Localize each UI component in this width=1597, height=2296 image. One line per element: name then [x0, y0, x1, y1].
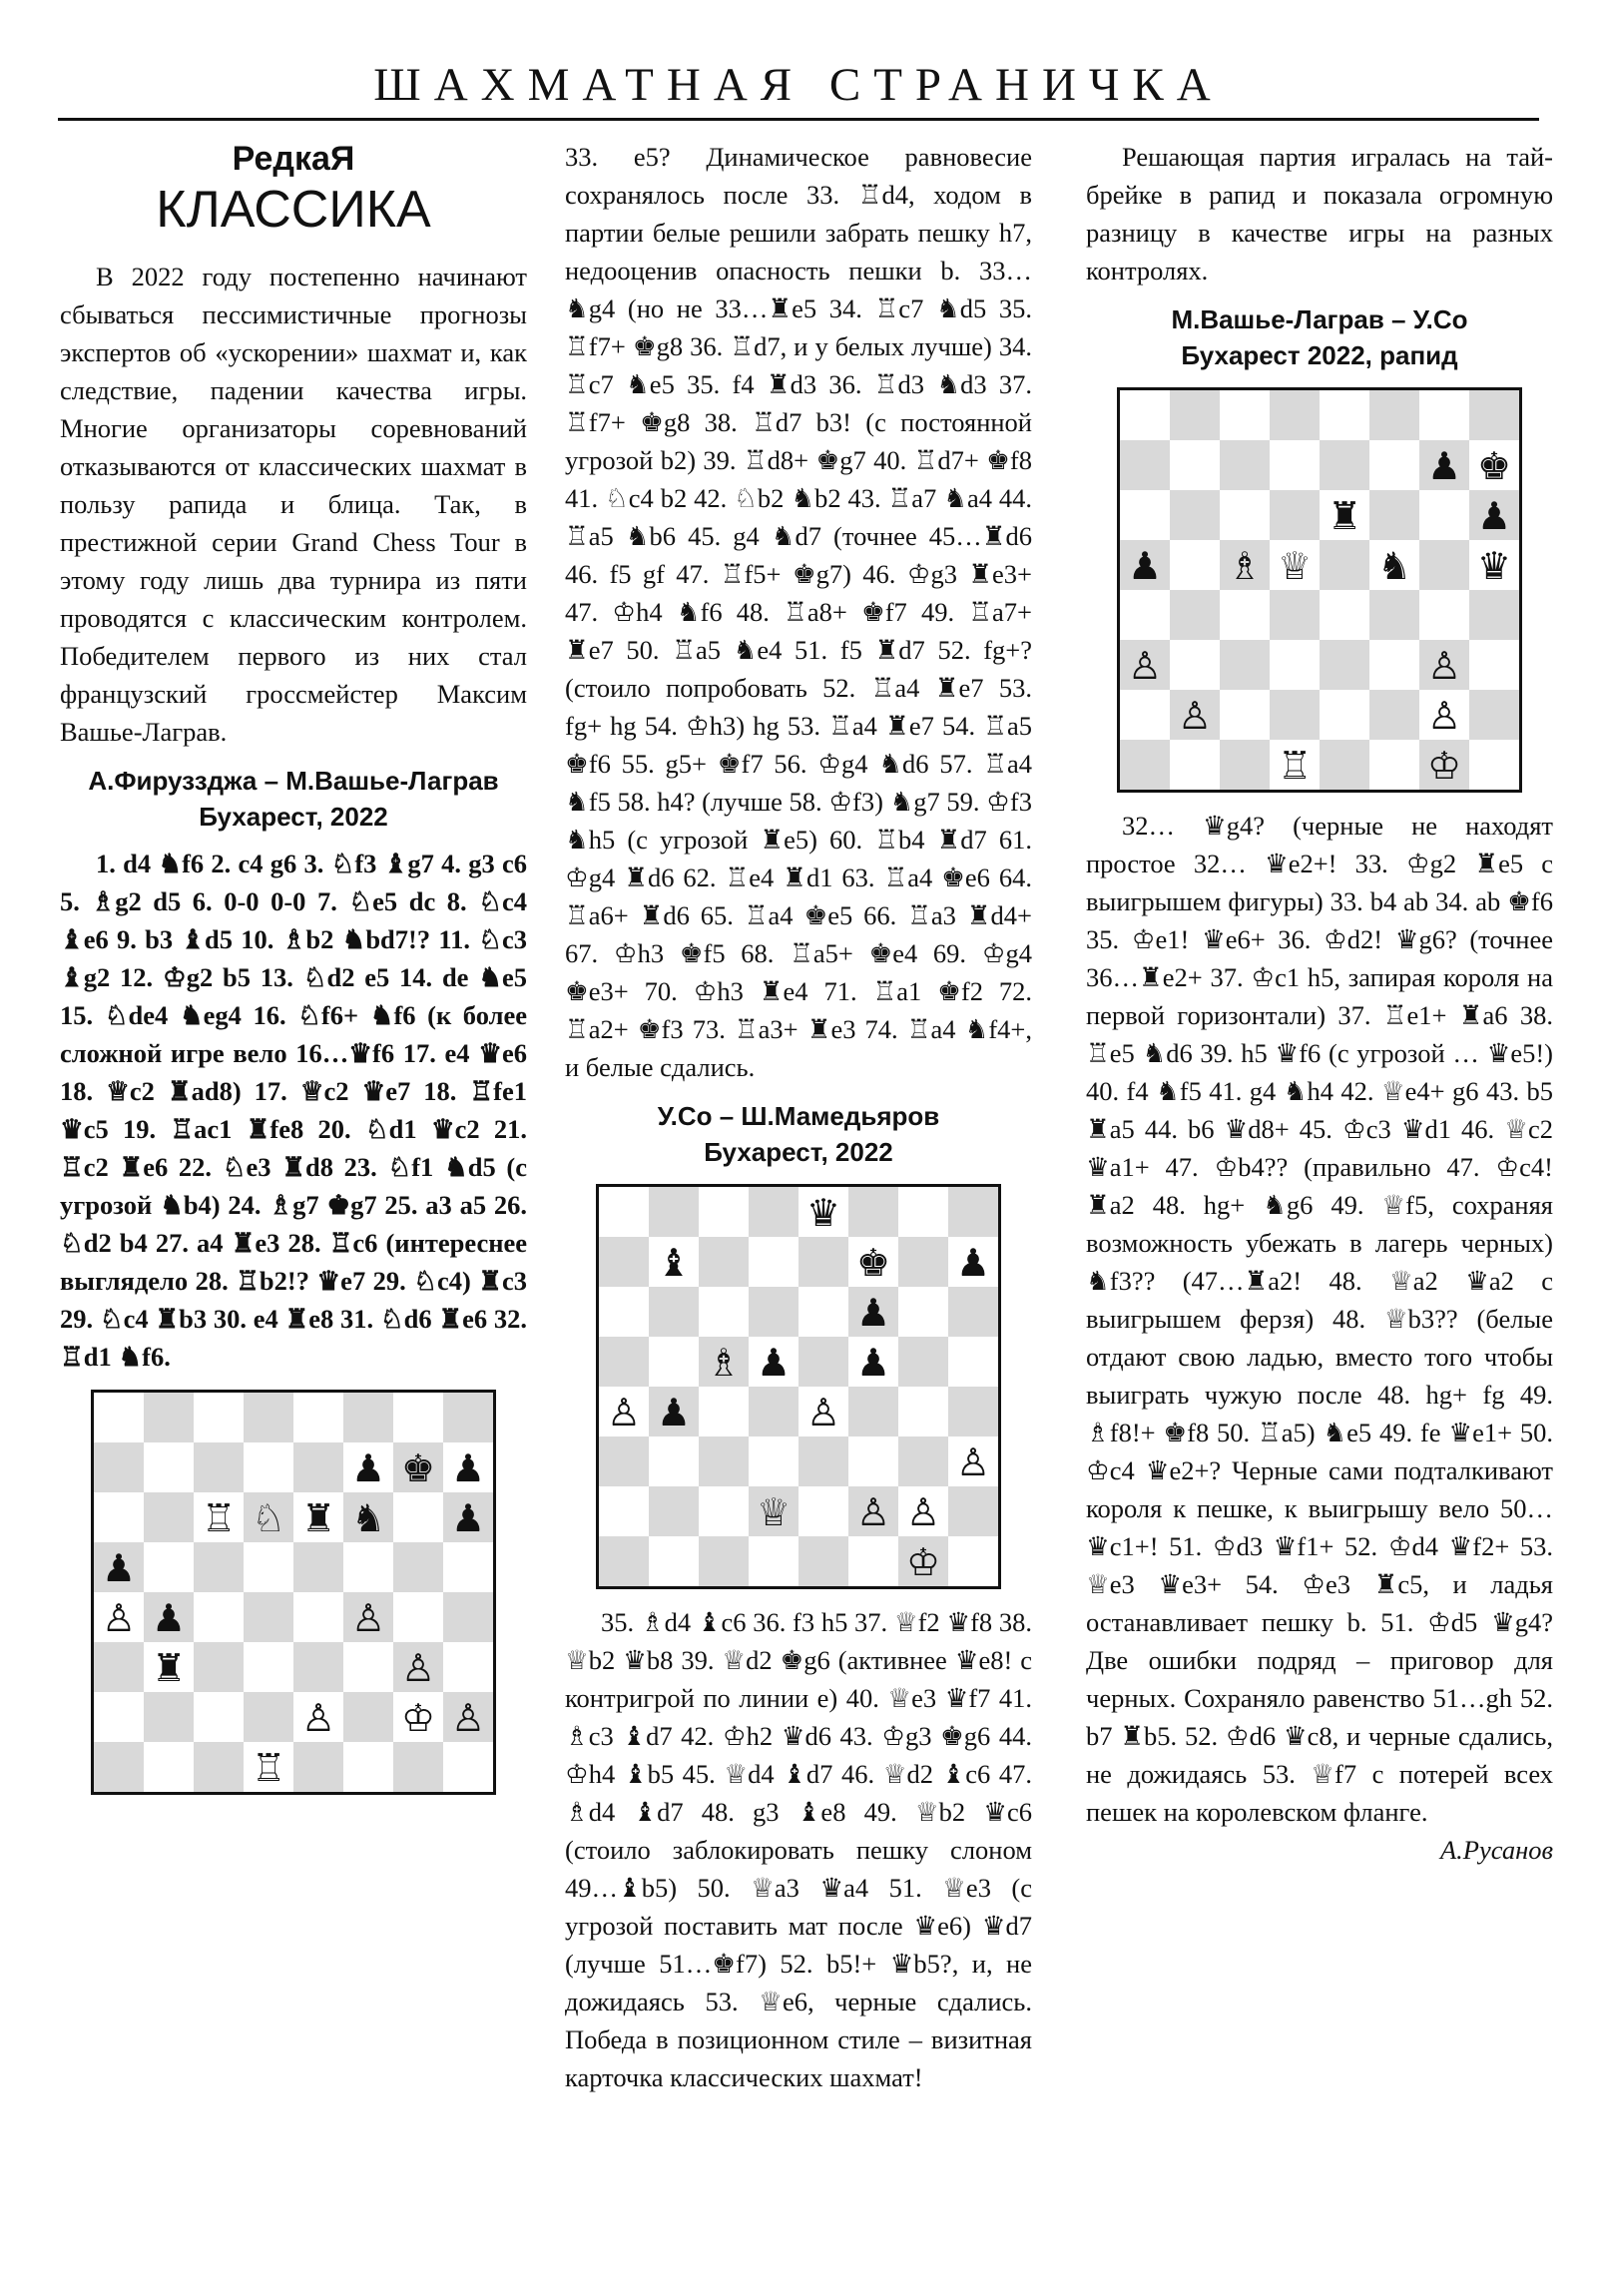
white-pawn-icon: ♙ — [905, 1490, 941, 1534]
board-square — [898, 1337, 948, 1387]
board-square — [244, 1442, 293, 1492]
board-square — [1369, 440, 1419, 490]
intro-paragraph: В 2022 году постепенно начинают сбываться пессимистичные прогнозы экспертов об «ускорении» шахмат и, как следствие, падении качества игры. Многие организаторы соревнований отказываются от классических шахмат в пользу рапида и блица. Так, в престижной серии Grand Chess Tour в этому году лишь два турнира из пяти проводятся с классическим контролем. Победителем первого из них стал французский гроссмейстер Максим Вашье-Лаграв. — [60, 262, 527, 747]
black-king-icon: ♚ — [400, 1446, 436, 1490]
board-square — [1270, 390, 1320, 440]
board-square — [699, 1287, 749, 1337]
board-square — [443, 1592, 493, 1642]
board-square — [244, 1642, 293, 1692]
board-square — [649, 1536, 699, 1586]
board-square — [1220, 690, 1270, 740]
chess-board-2 — [596, 1184, 1001, 1589]
board-square — [1369, 740, 1419, 790]
board-square — [699, 1187, 749, 1237]
board-square — [1170, 540, 1220, 590]
board-square — [1320, 640, 1369, 690]
board-square — [144, 1492, 194, 1542]
game-1-event: Бухарест, 2022 — [199, 802, 388, 832]
game-3-lead: Решающая партия игралась на тай-брейке в рапид и показала огромную разницу в качестве игры на разных контролях. — [1086, 142, 1553, 286]
board-square — [948, 1337, 998, 1387]
board-square — [1270, 440, 1320, 490]
board-square — [948, 1536, 998, 1586]
board-square — [649, 1287, 699, 1337]
author-signature: А.Русанов — [1440, 1835, 1553, 1865]
board-square — [749, 1387, 798, 1436]
board-square — [898, 1187, 948, 1237]
game-1-players: А.Фируззджа – М.Вашье-Лаграв — [88, 766, 499, 796]
board-square — [749, 1237, 798, 1287]
white-rook-icon: ♖ — [201, 1496, 237, 1540]
board-square — [293, 1442, 343, 1492]
column-1 — [60, 138, 527, 1809]
board-square — [343, 1542, 393, 1592]
board-square — [194, 1393, 244, 1442]
page-header: ШАХМАТНАЯ СТРАНИЧКА — [373, 59, 1224, 111]
game-3-header — [1086, 301, 1553, 373]
white-king-icon: ♔ — [1426, 744, 1462, 788]
board-square — [1320, 590, 1369, 640]
board-square — [798, 1536, 848, 1586]
board-square — [1320, 440, 1369, 490]
board-square — [749, 1287, 798, 1337]
black-bishop-icon: ♝ — [656, 1241, 692, 1285]
board-square — [699, 1436, 749, 1486]
black-knight-icon: ♞ — [1376, 544, 1412, 588]
board-square — [393, 1742, 443, 1792]
white-king-icon: ♔ — [905, 1540, 941, 1584]
chess-board-3 — [1117, 387, 1522, 793]
board-square — [1419, 490, 1469, 540]
game-3-players: М.Вашье-Лаграв – У.Со — [1171, 304, 1468, 334]
board-square — [699, 1387, 749, 1436]
header-rule — [58, 118, 1539, 121]
board-square — [393, 1393, 443, 1442]
board-square — [1270, 640, 1320, 690]
white-queen-icon: ♕ — [756, 1490, 792, 1534]
board-square — [798, 1337, 848, 1387]
board-square — [343, 1642, 393, 1692]
black-rook-icon: ♜ — [1327, 494, 1362, 538]
board-square — [649, 1187, 699, 1237]
board-square — [144, 1442, 194, 1492]
board-square — [393, 1592, 443, 1642]
board-square — [699, 1237, 749, 1287]
board-square — [244, 1542, 293, 1592]
board-square — [293, 1542, 343, 1592]
black-pawn-icon: ♟ — [855, 1291, 891, 1335]
black-rook-icon: ♜ — [300, 1496, 336, 1540]
board-square — [244, 1592, 293, 1642]
board-square — [94, 1692, 144, 1742]
board-square — [1170, 440, 1220, 490]
board-square — [1170, 740, 1220, 790]
board-square — [144, 1393, 194, 1442]
article-title-top: РедкаЯ — [232, 140, 355, 178]
white-pawn-icon: ♙ — [400, 1646, 436, 1690]
black-pawn-icon: ♟ — [855, 1341, 891, 1385]
black-pawn-icon: ♟ — [656, 1391, 692, 1435]
board-square — [1270, 590, 1320, 640]
white-pawn-icon: ♙ — [805, 1391, 841, 1435]
white-pawn-icon: ♙ — [1426, 694, 1462, 738]
board-square — [244, 1692, 293, 1742]
board-square — [1369, 390, 1419, 440]
board-square — [1469, 590, 1519, 640]
board-square — [898, 1237, 948, 1287]
board-square — [443, 1542, 493, 1592]
board-square — [393, 1542, 443, 1592]
board-square — [898, 1436, 948, 1486]
black-king-icon: ♚ — [1476, 444, 1512, 488]
board-square — [1220, 740, 1270, 790]
board-square — [649, 1436, 699, 1486]
game-2-players: У.Со – Ш.Мамедьяров — [657, 1101, 940, 1131]
board-square — [194, 1642, 244, 1692]
black-pawn-icon: ♟ — [450, 1446, 486, 1490]
board-square — [1220, 590, 1270, 640]
board-square — [798, 1237, 848, 1287]
black-pawn-icon: ♟ — [955, 1241, 991, 1285]
board-square — [1369, 590, 1419, 640]
game-1-continuation: 33. e5? Динамическое равновесие сохранялось после 33. ♖d4, ходом в партии белые решили забрать пешку h7, недооценив опасность пешки b. 33… ♞g4 (но не 33…♜e5 34. ♖c7 ♞d5 35. ♖f7+ ♚g8 36. ♖d7, и у белых лучше) 34. ♖c7 ♞e5 35. f4 ♜d3 36. ♖d3 ♞d3 37. ♖f7+ ♚g8 38. ♖d7 b3! (с постоянной угрозой b2) 39. ♖d8+ ♚g7 40. ♖d7+ ♚f8 41. ♘c4 b2 42. ♘b2 ♞b2 43. ♖a7 ♞a4 44. ♖a5 ♞b6 45. g4 ♞d7 (точнее 45…♜d6 46. f5 gf 47. ♖f5+ ♚g7) 46. ♔g3 ♜e3+ 47. ♔h4 ♞f6 48. ♖a8+ ♚f7 49. ♖a7+ ♜e7 50. ♖a5 ♞e4 51. f5 ♜d7 52. fg+? (стоило попробовать 52. ♖a4 ♜e7 53. fg+ hg 54. ♔h3) hg 53. ♖a4 ♜e7 54. ♖a5 ♚f6 55. g5+ ♚f7 56. ♔g4 ♞d6 57. ♖a4 ♞f5 58. h4? (лучше 58. ♔f3) ♞g7 59. ♔f3 ♞h5 (с угрозой ♜e5) 60. ♖b4 ♜d7 61. ♔g4 ♜d6 62. ♖e4 ♜d1 63. ♖a4 ♚e6 64. ♖a6+ ♜d6 65. ♖a4 ♚e5 66. ♖a3 ♜d4+ 67. ♔h3 ♚f5 68. ♖a5+ ♚e4 69. ♔g4 ♚e3+ 70. ♔h3 ♜e4 71. ♖a1 ♚f2 72. ♖a2+ ♚f3 73. ♖a3+ ♜e3 74. ♖a4 ♞f4+, и белые сдались. — [565, 142, 1033, 1082]
board-square — [948, 1287, 998, 1337]
board-square — [194, 1542, 244, 1592]
board-square — [1469, 690, 1519, 740]
black-knight-icon: ♞ — [350, 1496, 386, 1540]
white-pawn-icon: ♙ — [350, 1596, 386, 1640]
board-square — [749, 1536, 798, 1586]
board-square — [898, 1287, 948, 1337]
board-square — [1220, 440, 1270, 490]
board-square — [749, 1436, 798, 1486]
board-square — [144, 1692, 194, 1742]
article-title-main: КЛАССИКА — [156, 181, 431, 239]
white-rook-icon: ♖ — [1277, 744, 1313, 788]
board-square — [1469, 740, 1519, 790]
white-pawn-icon: ♙ — [450, 1696, 486, 1740]
board-square — [1320, 740, 1369, 790]
black-rook-icon: ♜ — [151, 1646, 187, 1690]
game-3-event: Бухарест 2022, рапид — [1181, 340, 1458, 370]
board-square — [1419, 390, 1469, 440]
black-pawn-icon: ♟ — [756, 1341, 792, 1385]
board-square — [1170, 490, 1220, 540]
board-square — [1120, 440, 1170, 490]
white-knight-icon: ♘ — [251, 1496, 286, 1540]
board-square — [343, 1393, 393, 1442]
board-square — [599, 1237, 649, 1287]
board-square — [798, 1436, 848, 1486]
white-pawn-icon: ♙ — [1177, 694, 1213, 738]
board-square — [393, 1492, 443, 1542]
game-2-header — [565, 1098, 1032, 1170]
game-3-moves: 32… ♛g4? (черные не находят простое 32… ♛e2+! 33. ♔g2 ♜e5 с выигрышем фигуры) 33. b4 ab 34. ab ♚f6 35. ♔e1! ♛e6+ 36. ♔d2! ♛g6? (точнее 36…♜e2+ 37. ♔c1 h5, запирая короля на первой горизонтали) 37. ♖e1+ ♜a6 38. ♖e5 ♞d6 39. h5 ♛f6 (с угрозой … ♛e5!) 40. f4 ♞f5 41. g4 ♞h4 42. ♕e4+ g6 43. b5 ♜a5 44. b6 ♛d8+ 45. ♔c3 ♛d1 46. ♕c2 ♛a1+ 47. ♔b4?? (правильно 47. ♔c4! ♜a2 48. hg+ ♞g6 49. ♕f5, сохраняя возможность убежать в лагерь черных) ♞f3?? (47…♜a2! 48. ♕a2 ♛a2 с выигрышем ферзя) 48. ♕b3?? (белые отдают свою ладью, вместо того чтобы выиграть чужую после 48. hg+ fg 49. ♗f8!+ ♚f8 50. ♖a5) ♞e5 49. fe ♛e1+ 50. ♔c4 ♛e2+? Черные сами подталкивают короля к пешке, к выигрышу вело 50… ♛c1+! 51. ♔d3 ♛f1+ 52. ♔d4 ♛f2+ 53. ♕e3 ♛e3+ 54. ♔e3 ♜c5, и ладья останавливает пешку b. 51. ♔d5 ♛g4? Две ошибки подряд – приговор для черных. Сохраняло равенство 51…gh 52. b7 ♜b5. 52. ♔d6 ♛c8, и черные сдались, не дожидаясь 53. ♕f7 с потерей всех пешек на королевском фланге. — [1086, 811, 1553, 1827]
board-square — [194, 1742, 244, 1792]
board-square — [94, 1442, 144, 1492]
board-square — [898, 1387, 948, 1436]
white-pawn-icon: ♙ — [1426, 644, 1462, 688]
board-square — [948, 1387, 998, 1436]
column-3 — [1086, 138, 1553, 1869]
white-queen-icon: ♕ — [1277, 544, 1313, 588]
black-pawn-icon: ♟ — [101, 1546, 137, 1590]
board-square — [1170, 590, 1220, 640]
board-square — [194, 1592, 244, 1642]
board-square — [1419, 590, 1469, 640]
board-square — [94, 1642, 144, 1692]
board-square — [194, 1442, 244, 1492]
board-square — [1220, 390, 1270, 440]
board-square — [1120, 740, 1170, 790]
white-king-icon: ♔ — [400, 1696, 436, 1740]
board-square — [649, 1337, 699, 1387]
board-square — [1120, 490, 1170, 540]
black-pawn-icon: ♟ — [1426, 444, 1462, 488]
board-square — [1170, 640, 1220, 690]
board-square — [599, 1486, 649, 1536]
board-square — [144, 1742, 194, 1792]
black-pawn-icon: ♟ — [350, 1446, 386, 1490]
board-square — [144, 1542, 194, 1592]
black-queen-icon: ♛ — [805, 1191, 841, 1235]
game-1-moves: 1. d4 ♞f6 2. c4 g6 3. ♘f3 ♝g7 4. g3 c6 5. ♗g2 d5 6. 0-0 0-0 7. ♘e5 dc 8. ♘c4 ♝e6 9. b3 ♝d5 10. ♗b2 ♞bd7!? 11. ♘c3 ♝g2 12. ♔g2 b5 13. ♘d2 e5 14. de ♞e5 15. ♘de4 ♞eg4 16. ♘f6+ ♞f6 (к более сложной игре вело 16…♛f6 17. e4 ♛e6 18. ♕c2 ♜ad8) 17. ♕c2 ♛e7 18. ♖fe1 ♛c5 19. ♖ac1 ♜fe8 20. ♘d1 ♛c2 21. ♖c2 ♜e6 22. ♘e3 ♜d8 23. ♘f1 ♞d5 (с угрозой ♞b4) 24. ♗g7 ♚g7 25. a3 a5 26. ♘d2 b4 27. a4 ♜e3 28. ♖c6 (интереснее выглядело 28. ♖b2!? ♛e7 29. ♘c4) ♜c3 29. ♘c4 ♜b3 30. e4 ♜e8 31. ♘d6 ♜e6 32. ♖d1 ♞f6. — [60, 849, 527, 1372]
board-square — [749, 1187, 798, 1237]
board-square — [293, 1742, 343, 1792]
board-square — [599, 1337, 649, 1387]
board-square — [948, 1486, 998, 1536]
board-square — [443, 1742, 493, 1792]
board-square — [1220, 490, 1270, 540]
board-square — [798, 1486, 848, 1536]
board-square — [1320, 690, 1369, 740]
chess-board-1 — [91, 1390, 496, 1795]
board-square — [1120, 590, 1170, 640]
white-pawn-icon: ♙ — [1127, 644, 1163, 688]
board-square — [293, 1592, 343, 1642]
white-pawn-icon: ♙ — [606, 1391, 642, 1435]
board-square — [1369, 690, 1419, 740]
white-bishop-icon: ♗ — [1227, 544, 1263, 588]
board-square — [798, 1287, 848, 1337]
board-square — [244, 1393, 293, 1442]
board-square — [443, 1642, 493, 1692]
board-square — [293, 1393, 343, 1442]
board-square — [649, 1486, 699, 1536]
board-square — [1369, 490, 1419, 540]
black-pawn-icon: ♟ — [450, 1496, 486, 1540]
game-2-moves: 35. ♗d4 ♝c6 36. f3 h5 37. ♕f2 ♛f8 38. ♕b2 ♛b8 39. ♕d2 ♚g6 (активнее ♛e8! с контригрой по линии е) 40. ♕e3 ♛f7 41. ♗c3 ♝d7 42. ♔h2 ♛d6 43. ♔g3 ♚g6 44. ♔h4 ♝b5 45. ♕d4 ♝d7 46. ♕d2 ♝c6 47. ♗d4 ♝d7 48. g3 ♝e8 49. ♕b2 ♛c6 (стоило заблокировать пешку слоном 49…♝b5) 50. ♕a3 ♛a4 51. ♕e3 (с угрозой поставить мат после ♛e6) ♛d7 (лучше 51…♚f7) 52. b5!+ ♛b5?, и, не дожидаясь 53. ♕e6, черные сдались. Победа в позиционном стиле – визитная карточка классических шахмат! — [565, 1607, 1032, 2092]
board-square — [848, 1436, 898, 1486]
board-square — [1320, 390, 1369, 440]
board-square — [848, 1387, 898, 1436]
board-square — [1419, 540, 1469, 590]
white-bishop-icon: ♗ — [706, 1341, 742, 1385]
board-square — [1220, 640, 1270, 690]
black-queen-icon: ♛ — [1476, 544, 1512, 588]
board-square — [343, 1692, 393, 1742]
board-square — [699, 1536, 749, 1586]
board-square — [194, 1692, 244, 1742]
board-square — [94, 1742, 144, 1792]
board-square — [948, 1187, 998, 1237]
board-square — [1170, 390, 1220, 440]
board-square — [94, 1393, 144, 1442]
black-pawn-icon: ♟ — [151, 1596, 187, 1640]
board-square — [94, 1492, 144, 1542]
board-square — [848, 1187, 898, 1237]
white-pawn-icon: ♙ — [101, 1596, 137, 1640]
board-square — [293, 1642, 343, 1692]
board-square — [1469, 640, 1519, 690]
board-square — [699, 1486, 749, 1536]
board-square — [599, 1187, 649, 1237]
board-square — [443, 1393, 493, 1442]
black-pawn-icon: ♟ — [1127, 544, 1163, 588]
board-square — [599, 1436, 649, 1486]
white-pawn-icon: ♙ — [955, 1440, 991, 1484]
board-square — [1270, 690, 1320, 740]
column-2 — [565, 138, 1032, 2096]
board-square — [1320, 540, 1369, 590]
board-square — [1270, 490, 1320, 540]
board-square — [1120, 690, 1170, 740]
board-square — [1369, 640, 1419, 690]
board-square — [343, 1742, 393, 1792]
black-pawn-icon: ♟ — [1476, 494, 1512, 538]
white-pawn-icon: ♙ — [300, 1696, 336, 1740]
board-square — [1469, 390, 1519, 440]
board-square — [848, 1536, 898, 1586]
board-square — [599, 1536, 649, 1586]
game-2-event: Бухарест, 2022 — [704, 1137, 893, 1167]
white-rook-icon: ♖ — [251, 1746, 286, 1790]
board-square — [1120, 390, 1170, 440]
game-1-header — [60, 763, 527, 835]
white-pawn-icon: ♙ — [855, 1490, 891, 1534]
board-square — [599, 1287, 649, 1337]
black-king-icon: ♚ — [855, 1241, 891, 1285]
